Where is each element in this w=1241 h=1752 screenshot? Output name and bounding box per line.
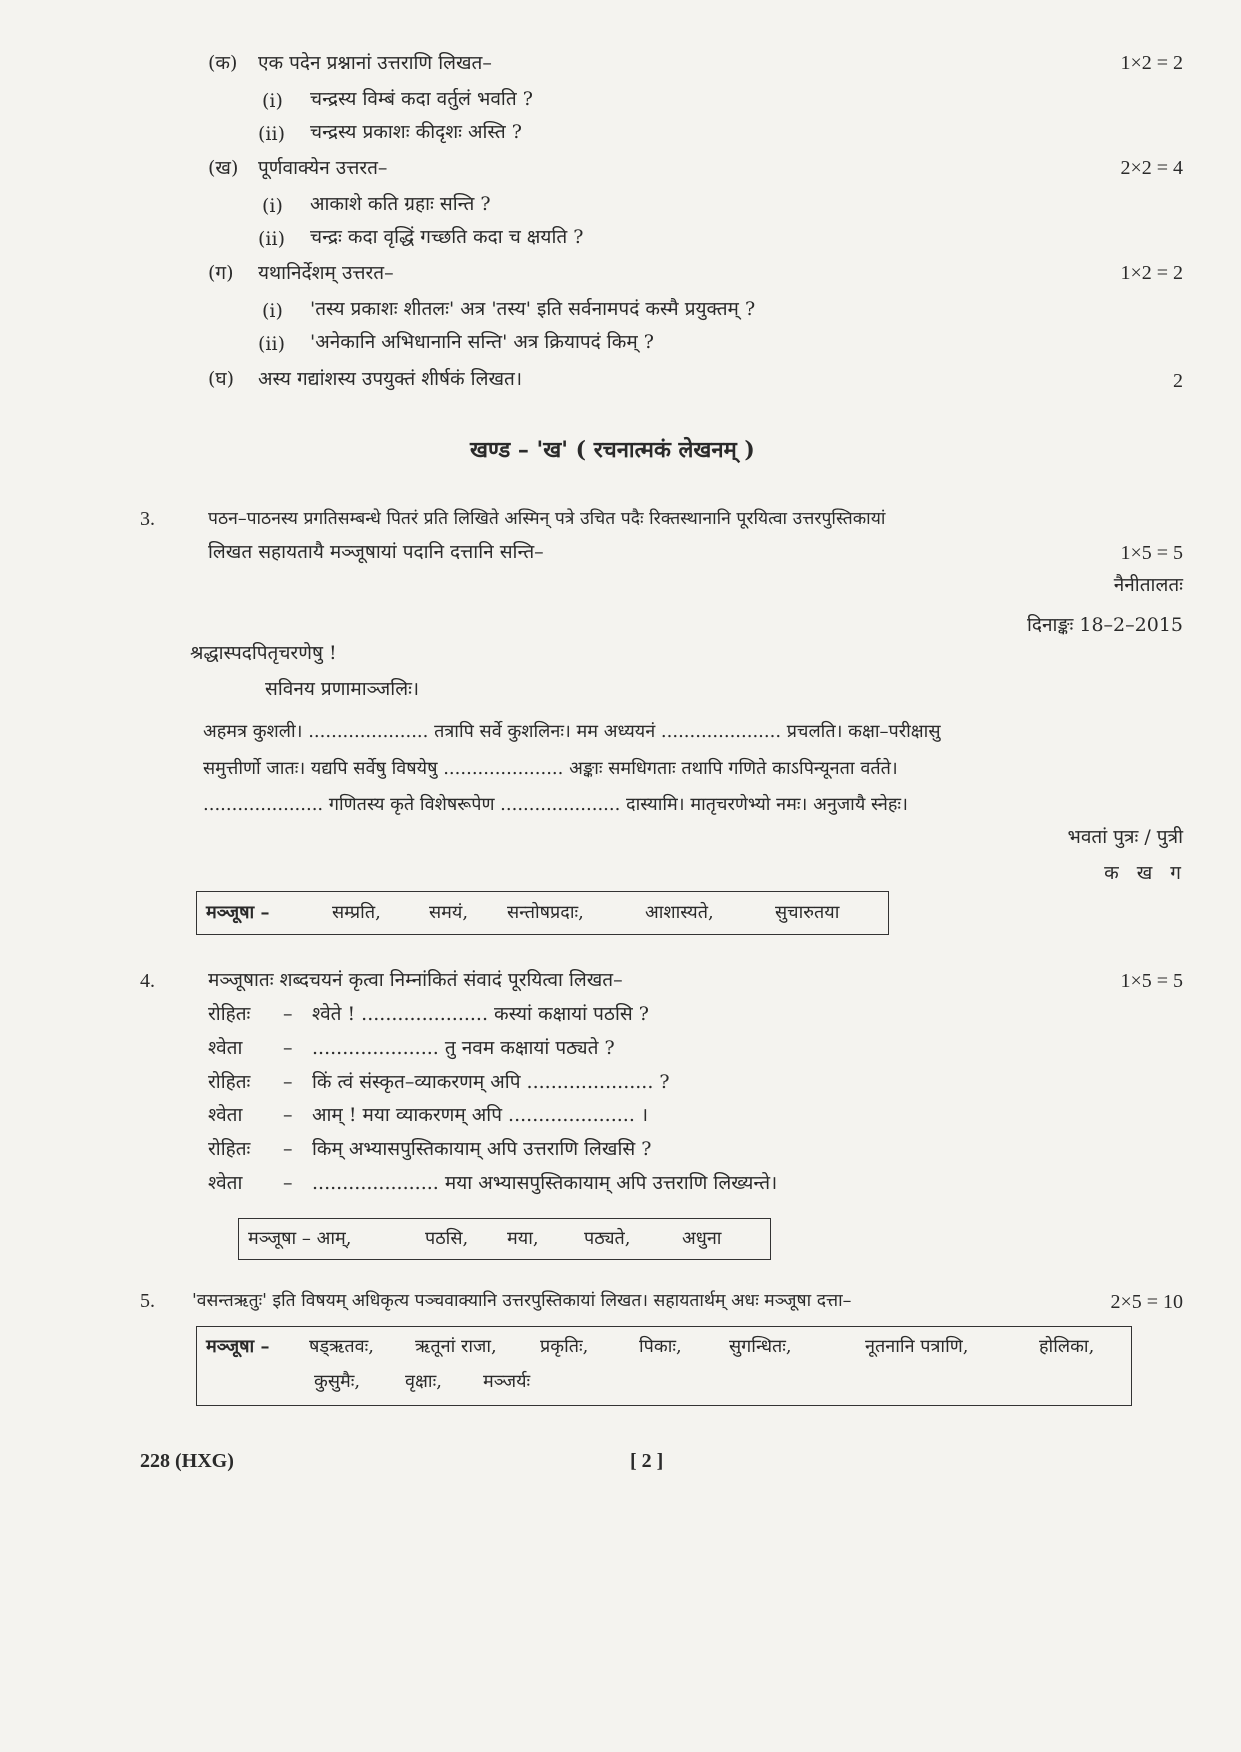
dialogue-dash: – (283, 1003, 293, 1025)
q2-kha-i: आकाशे कति ग्रहाः सन्ति ? (310, 193, 491, 215)
q5-marks: 2×5 = 10 (1110, 1291, 1183, 1313)
q2-kha-text: पूर्णवाक्येन उत्तरत– (258, 157, 388, 179)
q3-salutation: श्रद्धास्पदपितृचरणेषु ! (190, 642, 337, 664)
q2-ga-ii: 'अनेकानि अभिधानानि सन्ति' अत्र क्रियापदं किम् ? (310, 331, 654, 353)
q3-box-word: सन्तोषप्रदाः, (507, 902, 584, 923)
q2-kha-marker: (ख) (208, 157, 239, 179)
q3-word-box (196, 891, 889, 935)
q4-box-word: अधुना (682, 1228, 722, 1249)
q5-box-word: सुगन्धितः, (729, 1336, 792, 1357)
dialogue-dash: – (283, 1071, 293, 1093)
q2-ka-text: एक पदेन प्रश्नानां उत्तराणि लिखत– (258, 52, 492, 74)
q5-box-word: प्रकृतिः, (540, 1336, 589, 1357)
dialogue-line: ..................... मया अभ्यासपुस्तिकायाम् अपि उत्तराणि लिख्यन्ते। (312, 1172, 778, 1194)
q3-body-line3: ..................... गणितस्य कृते विशेषरूपेण ..................... दास्यामि। मातृचरणेभ्यो नमः। अनुजायै स्नेहः। (203, 794, 908, 815)
q3-sign-name: क ख ग (1104, 862, 1181, 884)
q5-box-word: ऋतूनां राजा, (415, 1336, 497, 1357)
section-heading: खण्ड – 'ख' ( रचनात्मकं लेखनम् ) (470, 437, 755, 463)
dialogue-speaker: श्वेता (208, 1172, 243, 1194)
q3-greeting: सविनय प्रणामाञ्जलिः। (265, 678, 420, 700)
page-number: [ 2 ] (630, 1450, 664, 1472)
q2-ka-marks: 1×2 = 2 (1120, 52, 1183, 74)
dialogue-line: श्वेते ! ..................... कस्यां कक्षायां पठसि ? (312, 1003, 649, 1025)
q2-ka-i: चन्द्रस्य विम्बं कदा वर्तुलं भवति ? (310, 88, 533, 110)
q4-word-box (238, 1218, 771, 1260)
q4-box-word: पठसि, (425, 1228, 469, 1249)
dialogue-line: आम् ! मया व्याकरणम् अपि ..................... । (312, 1104, 649, 1126)
q5-box-label: मञ्जूषा – (206, 1336, 270, 1357)
dialogue-dash: – (283, 1037, 293, 1059)
q2-ka-ii-marker: (ii) (258, 123, 285, 145)
q3-box-label: मञ्जूषा – (206, 902, 270, 923)
q3-date: दिनाङ्कः 18–2–2015 (1027, 614, 1183, 636)
q5-box-word: वृक्षाः, (405, 1371, 442, 1392)
q5-box-word: पिकाः, (639, 1336, 682, 1357)
q4-text: मञ्जूषातः शब्दचयनं कृत्वा निम्नांकितं संवादं पूरयित्वा लिखत– (208, 969, 623, 991)
q5-box-word: षड्ऋतवः, (309, 1336, 375, 1357)
q2-ka-ii: चन्द्रस्य प्रकाशः कीदृशः अस्ति ? (310, 121, 522, 143)
q4-box-label: मञ्जूषा – आम्, (248, 1228, 352, 1249)
q2-ga-i-marker: (i) (262, 300, 283, 322)
paper-code: 228 (HXG) (140, 1450, 234, 1472)
q4-box-word: मया, (507, 1228, 539, 1249)
q3-box-word: समयं, (429, 902, 469, 923)
q2-gha-text: अस्य गद्यांशस्य उपयुक्तं शीर्षकं लिखत। (258, 368, 523, 390)
q5-box-word: होलिका, (1039, 1336, 1095, 1357)
q2-kha-ii: चन्द्रः कदा वृद्धिं गच्छति कदा च क्षयति ? (310, 226, 584, 248)
q3-box-word: सम्प्रति, (332, 902, 381, 923)
q3-number: 3. (140, 508, 155, 530)
q2-ga-ii-marker: (ii) (258, 333, 285, 355)
q2-gha-marker: (घ) (208, 368, 235, 390)
dialogue-dash: – (283, 1138, 293, 1160)
dialogue-line: किम् अभ्यासपुस्तिकायाम् अपि उत्तराणि लिखसि ? (312, 1138, 652, 1160)
q2-ga-marker: (ग) (208, 262, 234, 284)
q2-ka-marker: (क) (208, 52, 238, 74)
q5-word-box (196, 1326, 1132, 1406)
dialogue-speaker: श्वेता (208, 1037, 243, 1059)
q5-box-word: कुसुमैः, (314, 1371, 361, 1392)
q3-box-word: आशास्यते, (645, 902, 714, 923)
q3-body-line1: अहमत्र कुशली। ..................... तत्रापि सर्वे कुशलिनः। मम अध्ययनं ..................... प्रचलति। कक्षा–परीक्षासु (203, 721, 941, 742)
q3-place: नैनीतालतः (1113, 574, 1183, 596)
q3-marks: 1×5 = 5 (1120, 542, 1183, 564)
q2-ga-marks: 1×2 = 2 (1120, 262, 1183, 284)
dialogue-speaker: श्वेता (208, 1104, 243, 1126)
q3-line1: पठन–पाठनस्य प्रगतिसम्बन्धे पितरं प्रति लिखिते अस्मिन् पत्रे उचित पदैः रिक्तस्थानानि पूरयित्वा उत्तरपुस्तिकायां (208, 509, 886, 529)
q3-signoff: भवतां पुत्रः / पुत्री (1067, 826, 1183, 848)
dialogue-speaker: रोहितः (208, 1071, 251, 1093)
q4-box-word: पठ्यते, (584, 1228, 631, 1249)
q5-number: 5. (140, 1290, 155, 1312)
q2-ka-i-marker: (i) (262, 90, 283, 112)
dialogue-line: किं त्वं संस्कृत–व्याकरणम् अपि ..................... ? (312, 1071, 670, 1093)
q2-kha-i-marker: (i) (262, 195, 283, 217)
q2-kha-marks: 2×2 = 4 (1120, 157, 1183, 179)
q3-box-word: सुचारुतया (775, 902, 840, 923)
dialogue-dash: – (283, 1104, 293, 1126)
dialogue-line: ..................... तु नवम कक्षायां पठ्यते ? (312, 1037, 615, 1059)
q3-body-line2: समुत्तीर्णो जातः। यद्यपि सर्वेषु विषयेषु ..................... अङ्काः समधिगताः तथापि गणिते काऽपिन्यूनता वर्तते। (203, 758, 898, 779)
dialogue-speaker: रोहितः (208, 1003, 251, 1025)
q2-kha-ii-marker: (ii) (258, 228, 285, 250)
q5-text: 'वसन्तऋतुः' इति विषयम् अधिकृत्य पञ्चवाक्यानि उत्तरपुस्तिकायां लिखत। सहायतार्थम् अधः मञ्जूषा दत्ता– (192, 1291, 852, 1311)
q4-marks: 1×5 = 5 (1120, 970, 1183, 992)
q5-box-word: नूतनानि पत्राणि, (865, 1336, 969, 1357)
q2-ga-text: यथानिर्देशम् उत्तरत– (258, 262, 394, 284)
q3-line2: लिखत सहायतायै मञ्जूषायां पदानि दत्तानि सन्ति– (208, 541, 544, 563)
dialogue-speaker: रोहितः (208, 1138, 251, 1160)
q5-box-word: मञ्जर्यः (483, 1371, 531, 1392)
dialogue-dash: – (283, 1172, 293, 1194)
q2-gha-marks: 2 (1173, 370, 1183, 392)
q4-number: 4. (140, 970, 155, 992)
q2-ga-i: 'तस्य प्रकाशः शीतलः' अत्र 'तस्य' इति सर्वनामपदं कस्मै प्रयुक्तम् ? (310, 298, 756, 320)
